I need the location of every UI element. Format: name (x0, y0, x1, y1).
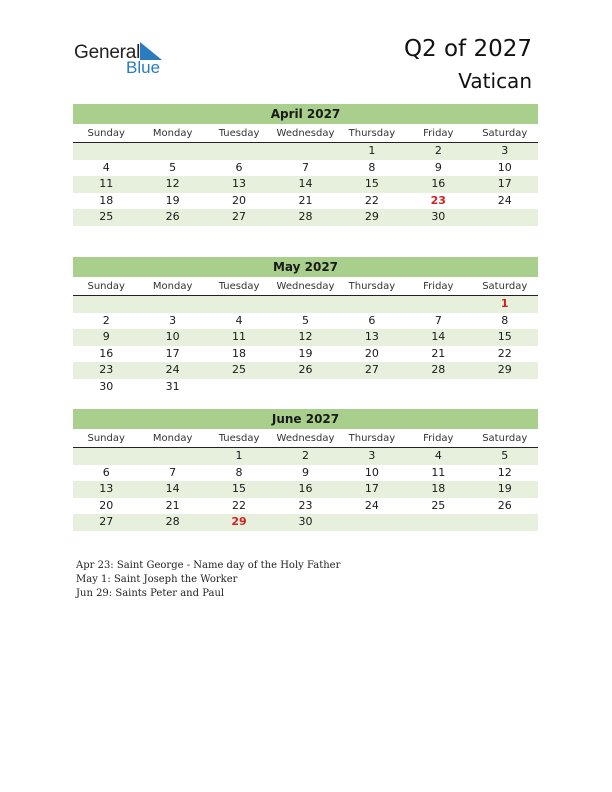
day-cell (139, 143, 205, 160)
day-cell: 24 (364, 498, 379, 512)
day-cell: 12 (497, 465, 512, 479)
day-cell: 25 (431, 498, 446, 512)
day-cell: 30 (99, 379, 114, 393)
week-row (73, 313, 538, 330)
day-cell (472, 514, 538, 531)
day-cell: 12 (165, 177, 180, 191)
day-cell: 21 (431, 346, 446, 360)
weekday-label: Sunday (87, 128, 125, 139)
weekday-label: Friday (423, 281, 454, 292)
day-cell: 10 (497, 160, 512, 174)
month-title: April 2027 (73, 104, 538, 124)
week-row (73, 379, 538, 396)
day-cell: 25 (232, 363, 247, 377)
day-cell: 7 (301, 160, 309, 174)
weekday-label: Tuesday (218, 128, 260, 139)
day-cell: 21 (165, 498, 180, 512)
day-cell: 16 (99, 346, 114, 360)
day-cell: 26 (298, 363, 313, 377)
day-cell (472, 209, 538, 226)
day-cell: 10 (165, 330, 180, 344)
week-row (73, 176, 538, 193)
day-cell: 16 (298, 482, 313, 496)
day-cell (73, 143, 139, 160)
day-cell: 13 (99, 482, 114, 496)
brand-blue-text: Blue (126, 58, 161, 77)
day-cell: 18 (431, 482, 446, 496)
weekday-label: Wednesday (276, 128, 335, 139)
week-row (73, 465, 538, 482)
day-cell (272, 296, 338, 313)
day-cell: 9 (102, 330, 110, 344)
day-cell (272, 143, 338, 160)
day-cell: 23 (430, 193, 446, 207)
day-cell: 17 (165, 346, 180, 360)
weekday-label: Friday (423, 433, 454, 444)
weekday-label: Monday (152, 433, 193, 444)
month-title: May 2027 (73, 257, 538, 277)
day-cell: 1 (235, 449, 243, 462)
page-title: Q2 of 2027 (403, 36, 532, 62)
week-row (73, 498, 538, 515)
day-cell: 29 (231, 515, 247, 529)
week-row (73, 346, 538, 363)
day-cell: 27 (232, 210, 247, 224)
weekday-label: Saturday (482, 433, 528, 444)
weekday-header-row (73, 126, 538, 143)
day-cell (405, 296, 471, 313)
weekday-label: Sunday (87, 281, 125, 292)
day-cell: 3 (368, 449, 376, 462)
day-cell: 19 (497, 482, 512, 496)
day-cell: 30 (431, 210, 446, 224)
day-cell: 8 (235, 465, 243, 479)
weekday-label: Monday (152, 281, 193, 292)
day-cell: 30 (298, 515, 313, 529)
day-cell (139, 448, 205, 465)
weekday-label: Friday (423, 128, 454, 139)
week-row (73, 329, 538, 346)
weekday-header-row (73, 431, 538, 448)
day-cell: 15 (232, 482, 247, 496)
day-cell: 4 (235, 313, 243, 327)
day-cell: 22 (497, 346, 512, 360)
day-cell: 27 (99, 515, 114, 529)
day-cell (405, 379, 471, 396)
day-cell: 6 (368, 313, 376, 327)
day-cell: 13 (364, 330, 379, 344)
week-row (73, 362, 538, 379)
month-june (73, 409, 538, 531)
day-cell: 12 (298, 330, 313, 344)
day-cell (206, 143, 272, 160)
holiday-notes (76, 559, 340, 601)
day-cell: 26 (165, 210, 180, 224)
holiday-note: May 1: Saint Joseph the Worker (76, 574, 238, 585)
day-cell: 6 (102, 465, 110, 479)
day-cell: 21 (298, 193, 313, 207)
day-cell: 29 (497, 363, 512, 377)
day-cell (405, 514, 471, 531)
day-cell: 5 (301, 313, 309, 327)
week-row (73, 209, 538, 226)
day-cell: 9 (301, 465, 309, 479)
week-row (73, 296, 538, 313)
day-cell: 13 (232, 177, 247, 191)
day-cell: 17 (497, 177, 512, 191)
day-cell: 19 (165, 193, 180, 207)
weekday-label: Tuesday (218, 281, 260, 292)
weekday-label: Thursday (348, 433, 396, 444)
day-cell: 9 (434, 160, 442, 174)
day-cell: 4 (434, 449, 442, 462)
day-cell: 28 (298, 210, 313, 224)
week-row (73, 193, 538, 210)
month-may (73, 257, 538, 396)
day-cell: 17 (364, 482, 379, 496)
day-cell: 2 (434, 144, 442, 157)
day-cell: 29 (364, 210, 379, 224)
day-cell: 20 (99, 498, 114, 512)
day-cell (339, 296, 405, 313)
day-cell: 7 (434, 313, 442, 327)
day-cell: 1 (500, 297, 509, 310)
day-cell: 25 (99, 210, 114, 224)
day-cell: 14 (298, 177, 313, 191)
day-cell: 10 (364, 465, 379, 479)
day-cell: 11 (431, 465, 446, 479)
week-row (73, 160, 538, 177)
month-april (73, 104, 538, 226)
day-cell (472, 379, 538, 396)
day-cell: 19 (298, 346, 313, 360)
day-cell: 11 (232, 330, 247, 344)
weekday-label: Thursday (348, 281, 396, 292)
month-title: June 2027 (73, 409, 538, 429)
day-cell: 22 (364, 193, 379, 207)
weekday-label: Wednesday (276, 281, 335, 292)
day-cell (339, 379, 405, 396)
day-cell: 31 (165, 379, 180, 393)
day-cell: 18 (99, 193, 114, 207)
day-cell: 24 (497, 193, 512, 207)
day-cell: 15 (497, 330, 512, 344)
weekday-label: Wednesday (276, 433, 335, 444)
weekday-label: Saturday (482, 128, 528, 139)
holiday-note: Apr 23: Saint George - Name day of the Holy Father (76, 560, 341, 571)
day-cell: 1 (368, 144, 376, 157)
weekday-label: Saturday (482, 281, 528, 292)
day-cell (206, 296, 272, 313)
day-cell: 5 (501, 449, 509, 462)
week-row (73, 481, 538, 498)
day-cell (139, 296, 205, 313)
day-cell: 3 (169, 313, 177, 327)
day-cell: 23 (298, 498, 313, 512)
weekday-label: Monday (152, 128, 193, 139)
day-cell: 7 (169, 465, 177, 479)
day-cell: 23 (99, 363, 114, 377)
day-cell (73, 296, 139, 313)
week-row (73, 143, 538, 160)
day-cell: 20 (364, 346, 379, 360)
day-cell: 27 (364, 363, 379, 377)
day-cell: 14 (165, 482, 180, 496)
weekday-label: Tuesday (218, 433, 260, 444)
day-cell (206, 379, 272, 396)
day-cell: 24 (165, 363, 180, 377)
holiday-note: Jun 29: Saints Peter and Paul (76, 588, 225, 599)
weekday-label: Sunday (87, 433, 125, 444)
day-cell: 22 (232, 498, 247, 512)
day-cell: 3 (501, 144, 509, 157)
day-cell (73, 448, 139, 465)
brand-general-text: General (74, 42, 141, 63)
day-cell: 14 (431, 330, 446, 344)
day-cell: 26 (497, 498, 512, 512)
day-cell: 2 (301, 449, 309, 462)
day-cell: 2 (102, 313, 110, 327)
day-cell: 8 (368, 160, 376, 174)
day-cell: 16 (431, 177, 446, 191)
day-cell: 11 (99, 177, 114, 191)
day-cell: 8 (501, 313, 509, 327)
day-cell (272, 379, 338, 396)
brand-logo (74, 42, 174, 82)
weekday-label: Thursday (348, 128, 396, 139)
day-cell: 20 (232, 193, 247, 207)
day-cell: 15 (364, 177, 379, 191)
week-row (73, 448, 538, 465)
day-cell: 4 (102, 160, 110, 174)
page-subtitle: Vatican (458, 69, 532, 93)
week-row (73, 514, 538, 531)
day-cell: 5 (169, 160, 177, 174)
day-cell: 18 (232, 346, 247, 360)
day-cell: 28 (165, 515, 180, 529)
day-cell: 28 (431, 363, 446, 377)
day-cell: 6 (235, 160, 243, 174)
day-cell (339, 514, 405, 531)
weekday-header-row (73, 279, 538, 296)
